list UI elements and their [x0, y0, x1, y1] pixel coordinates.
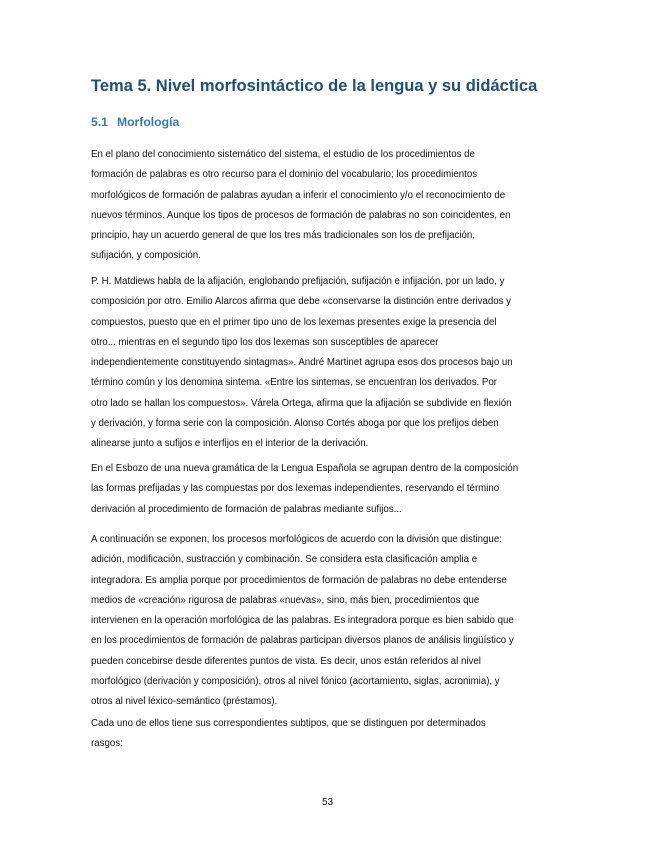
text-line: rasgos:: [91, 738, 123, 750]
text-line: medios de «creación» rigurosa de palabras «nuevas», sino, más bien, procedimientos que: [91, 594, 480, 606]
text-line: morfológicos de formación de palabras ayudan a inferir el conocimiento y/o el reconocimiento de: [91, 189, 506, 201]
text-line: en los procedimientos de formación de palabras participan diversos planos de análisis lingüístico y: [91, 635, 514, 647]
text-line: Cada uno de ellos tiene sus correspondientes subtipos, que se distinguen por determinados: [91, 718, 486, 729]
text-line: otro lado se hallan los compuestos». Várela Ortega, afirma que la afijación se subdivide en flexión: [91, 397, 512, 409]
text-line: pueden concebirse desde diferentes puntos de vista. Es decir, unos están referidos al nivel: [91, 655, 481, 667]
text-line: intervienen en la operación morfológica de las palabras. Es integradora porque es bien sabido que: [91, 615, 514, 627]
paragraph-5: [91, 714, 571, 755]
text-line: independientemente constituyendo sintagmas». André Martinet agrupa esos dos procesos bajo un: [91, 357, 513, 369]
text-line: En el plano del conocimiento sistemático del sistema, el estudio de los procedimientos de: [91, 149, 475, 160]
text-line: otro... mientras en el segundo tipo los dos lexemas son susceptibles de aparecer: [91, 336, 439, 348]
text-line: sufijación, y composición.: [91, 250, 201, 262]
section-number: 5.1: [91, 115, 108, 129]
text-line: las formas prefijadas y las compuestas por dos lexemas independientes, reservando el término: [91, 483, 500, 495]
text-line: En el Esbozo de una nueva gramática de la Lengua Española se agrupan dentro de la composición: [91, 463, 519, 474]
paragraph-1: [91, 145, 571, 267]
paragraph-2: [91, 272, 571, 455]
text-line: A continuación se exponen, los procesos morfológicos de acuerdo con la división que distingue:: [91, 534, 502, 545]
paragraph-4: [91, 530, 571, 713]
text-line: nuevos términos. Aunque los tipos de procesos de formación de palabras no son coincidentes, en: [91, 209, 511, 221]
text-line: alinearse junto a sufijos e interfijos en el interior de la derivación.: [91, 438, 369, 450]
text-line: integradora. Es amplia porque por procedimientos de formación de palabras no debe entenderse: [91, 574, 507, 586]
section-title: Morfología: [116, 115, 180, 129]
text-line: compuestos, puesto que en el primer tipo uno de los lexemas presentes exige la presencia del: [91, 316, 497, 328]
page-number: 53: [321, 797, 334, 808]
text-line: otros al nivel léxico-semántico (préstamos).: [91, 696, 278, 708]
page-title: Tema 5. Nivel morfosintáctico de la lengua y su didáctica: [91, 77, 538, 95]
text-line: término común y los denomina sintema. «Entre los sintemas, se encuentran los derivados. Por: [91, 377, 497, 389]
text-line: morfológico (derivación y composición), otros al nivel fónico (acortamiento, siglas, acronimia), y: [91, 676, 500, 688]
text-line: derivación al procedimiento de formación de palabras mediante sufijos...: [91, 503, 402, 515]
text-line: y derivación, y forma serie con la composición. Alonso Cortés aboga por que los prefijos deben: [91, 418, 499, 430]
text-line: principio, hay un acuerdo general de que los tres más tradicionales son los de prefijación,: [91, 230, 475, 242]
text-line: adición, modificación, sustracción y combinación. Se considera esta clasificación amplia e: [91, 554, 478, 566]
text-line: P. H. Matdiews habla de la afijación, englobando prefijación, sufijación e infijación, por un lado, y: [91, 276, 505, 287]
section-heading: [91, 115, 179, 129]
text-line: formación de palabras es otro recurso para el dominio del vocabulario; los procedimientos: [91, 169, 478, 181]
text-line: composición por otro. Emilio Alarcos afirma que debe «conservarse la distinción entre derivados y: [91, 296, 512, 308]
paragraph-3: [91, 459, 571, 520]
